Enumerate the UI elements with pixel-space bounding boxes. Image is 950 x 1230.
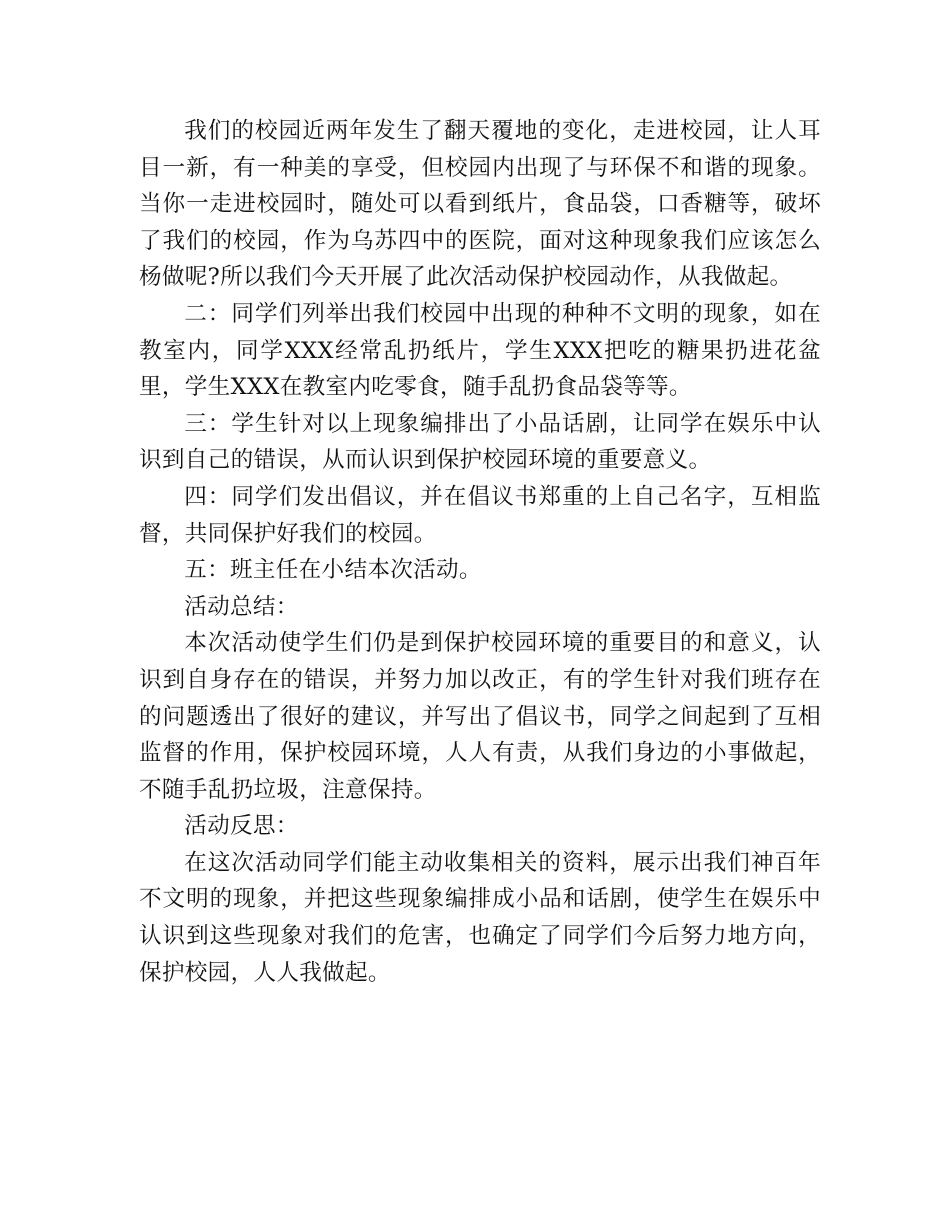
paragraph-step-five: 五：班主任在小结本次活动。 (184, 557, 482, 584)
heading-activity-summary: 活动总结： (184, 593, 299, 620)
paragraph-step-four: 四：同学们发出倡议，并在倡议书郑重的上自己名字，互相监督，共同保护好我们的校园。 (139, 483, 821, 547)
paragraph-step-two: 二：同学们列举出我们校园中出现的种种不文明的现象，如在教室内，同学XXX经常乱扔纸片，学生XXX把吃的糖果扔进花盆里，学生XXX在教室内吃零食，随手乱扔食品袋等等。 (139, 300, 821, 401)
paragraph-intro: 我们的校园近两年发生了翻天覆地的变化，走进校园，让人耳目一新，有一种美的享受，但校园内出现了与环保不和谐的现象。当你一走进校园时，随处可以看到纸片，食品袋，口香糖等，破坏了我们的校园，作为乌苏四中的医院，面对这种现象我们应该怎么杨做呢?所以我们今天开展了此次活动保护校园动作，从我做起。 (139, 118, 821, 291)
heading-activity-reflection: 活动反思： (184, 813, 299, 840)
paragraph-reflection: 在这次活动同学们能主动收集相关的资料，展示出我们神百年不文明的现象，并把这些现象编排成小品和话剧，使学生在娱乐中认识到这些现象对我们的危害，也确定了同学们今后努力地方向，保护校园，人人我做起。 (139, 849, 821, 986)
paragraph-summary: 本次活动使学生们仍是到保护校园环境的重要目的和意义，认识到自身存在的错误，并努力加以改正，有的学生针对我们班存在的问题透出了很好的建议，并写出了倡议书，同学之间起到了互相监督的作用，保护校园环境，人人有责，从我们身边的小事做起，不随手乱扔垃圾，注意保持。 (139, 630, 821, 803)
paragraph-step-three: 三：学生针对以上现象编排出了小品话剧，让同学在娱乐中认识到自己的错误，从而认识到保护校园环境的重要意义。 (139, 410, 821, 474)
document-body (139, 113, 821, 991)
